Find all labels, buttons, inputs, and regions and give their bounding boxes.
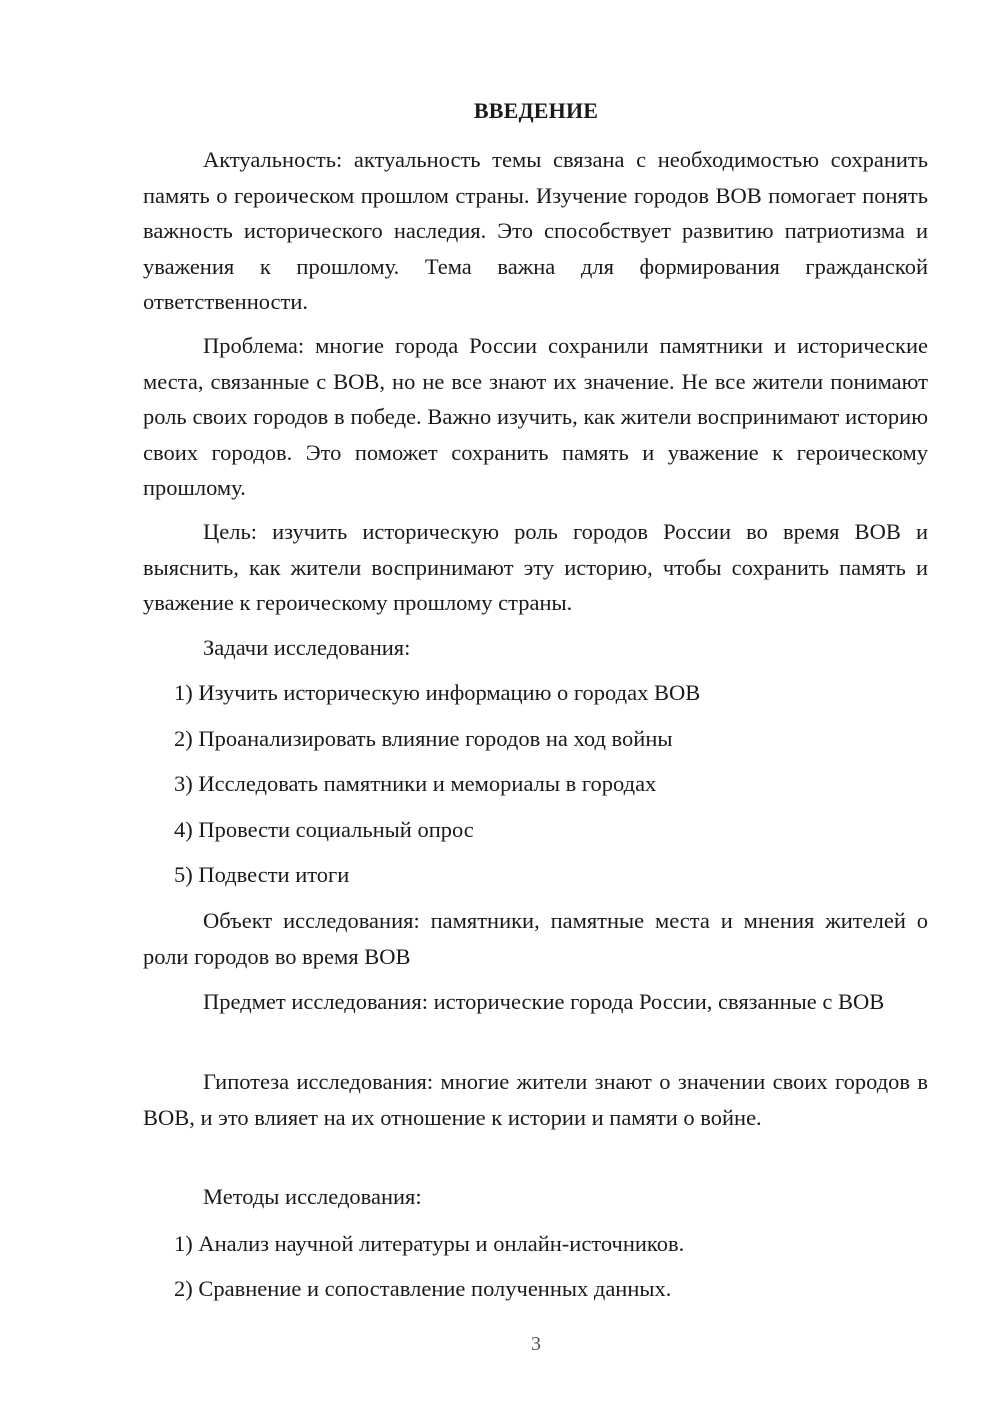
object-paragraph: Объект исследования: памятники, памятные места и мнения жителей о роли городов во время ВОВ	[143, 908, 928, 969]
method-item: 2) Сравнение и сопоставление полученных данных.	[174, 1276, 672, 1301]
methods-heading: Методы исследования:	[203, 1184, 422, 1209]
subject-paragraph: Предмет исследования: исторические города России, связанные с ВОВ	[203, 989, 885, 1014]
task-item: 5) Подвести итоги	[174, 862, 350, 887]
hypothesis-paragraph: Гипотеза исследования: многие жители знают о значении своих городов в ВОВ, и это влияет на их отношение к истории и памяти о войне.	[143, 1069, 928, 1130]
task-item: 4) Провести социальный опрос	[174, 817, 474, 842]
goal-paragraph: Цель: изучить историческую роль городов России во время ВОВ и выяснить, как жители воспринимают эту историю, чтобы сохранить память и уважение к героическому прошлому страны.	[143, 519, 928, 615]
task-item: 1) Изучить историческую информацию о городах ВОВ	[174, 680, 701, 705]
method-item: 1) Анализ научной литературы и онлайн-источников.	[174, 1231, 685, 1256]
section-title: ВВЕДЕНИЕ	[473, 98, 599, 123]
problem-paragraph: Проблема: многие города России сохранили памятники и исторические места, связанные с ВОВ, но не все знают их значение. Не все жители понимают роль своих городов в победе. Важно изучить, как жители воспринимают историю своих городов. Это поможет сохранить память и уважение к героическому прошлому.	[143, 333, 928, 500]
tasks-heading: Задачи исследования:	[203, 635, 411, 660]
relevance-paragraph: Актуальность: актуальность темы связана с необходимостью сохранить память о героическом прошлом страны. Изучение городов ВОВ помогает понять важность исторического наследия. Это способствует развитию патриотизма и уважения к прошлому. Тема важна для формирования гражданской ответственности.	[143, 147, 928, 314]
task-item: 3) Исследовать памятники и мемориалы в городах	[174, 771, 657, 796]
page-number: 3	[531, 1333, 541, 1355]
task-item: 2) Проанализировать влияние городов на ход войны	[174, 726, 673, 751]
